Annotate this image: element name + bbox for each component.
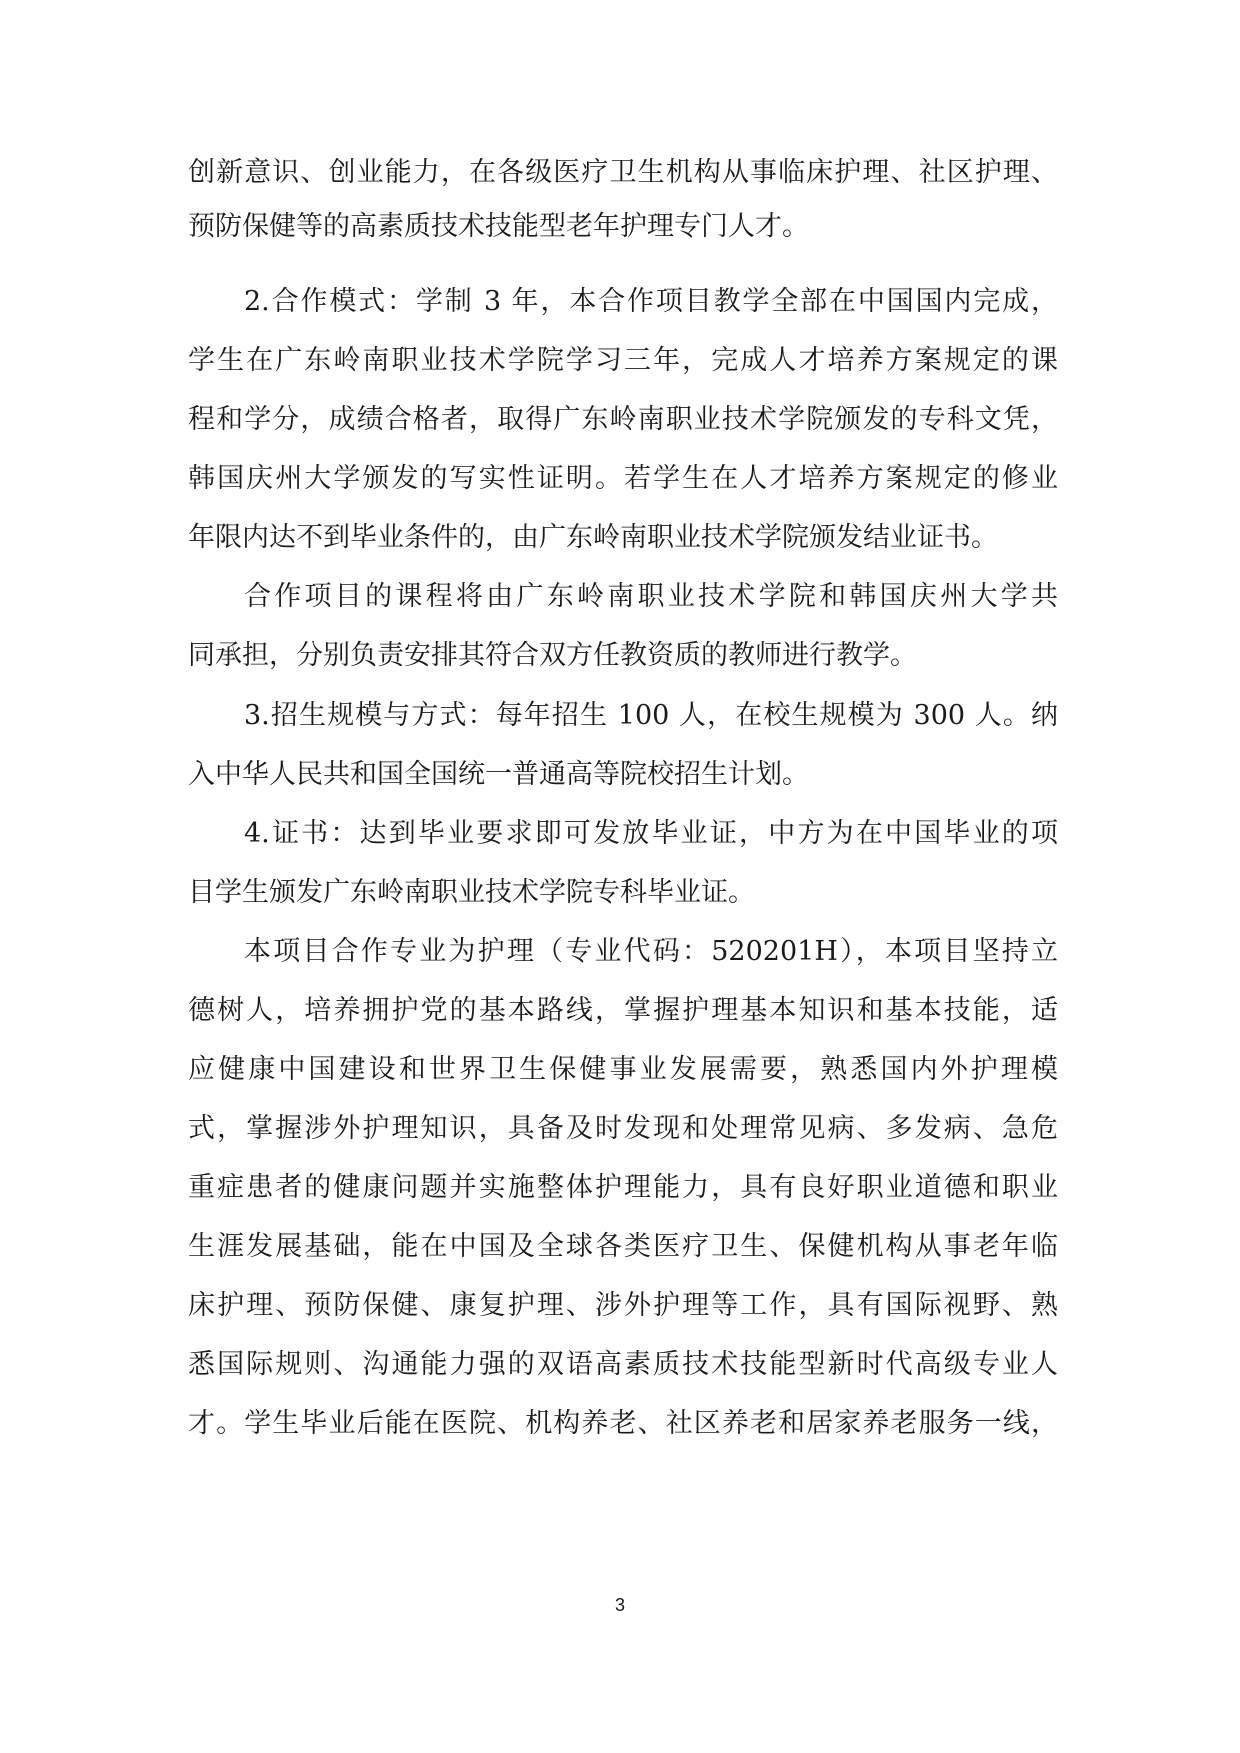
body-text-line: 程和学分，成绩合格者，取得广东岭南职业技术学院颁发的专科文凭， [188, 404, 1058, 435]
body-text-line: 同承担，分别负责安排其符合双方任教资质的教师进行教学。 [188, 640, 917, 671]
paragraph-start-line: 4.证书：达到毕业要求即可发放毕业证，中方为在中国毕业的项 [244, 818, 1058, 849]
body-text-line: 目学生颁发广东岭南职业技术学院专科毕业证。 [188, 877, 755, 908]
body-text-line: 床护理、预防保健、康复护理、涉外护理等工作，具有国际视野、熟 [188, 1290, 1058, 1321]
paragraph-start-line: 本项目合作专业为护理（专业代码：520201H），本项目坚持立 [244, 936, 1058, 967]
body-text-line: 德树人，培养拥护党的基本路线，掌握护理基本知识和基本技能，适 [188, 995, 1058, 1026]
paragraph-start-line: 3.招生规模与方式：每年招生 100 人，在校生规模为 300 人。纳 [244, 700, 1058, 731]
body-text-line: 预防保健等的高素质技术技能型老年护理专门人才。 [188, 211, 809, 242]
body-text-line: 创新意识、创业能力，在各级医疗卫生机构从事临床护理、社区护理、 [188, 157, 1058, 188]
paragraph-start-line: 合作项目的课程将由广东岭南职业技术学院和韩国庆州大学共 [244, 581, 1058, 612]
body-text-line: 重症患者的健康问题并实施整体护理能力，具有良好职业道德和职业 [188, 1172, 1058, 1203]
body-text-line: 学生在广东岭南职业技术学院学习三年，完成人才培养方案规定的课 [188, 345, 1058, 376]
body-text-line: 才。学生毕业后能在医院、机构养老、社区养老和居家养老服务一线， [188, 1408, 1058, 1439]
body-text-line: 韩国庆州大学颁发的写实性证明。若学生在人才培养方案规定的修业 [188, 463, 1058, 494]
body-text-line: 式，掌握涉外护理知识，具备及时发现和处理常见病、多发病、急危 [188, 1113, 1058, 1144]
body-text-line: 悉国际规则、沟通能力强的双语高素质技术技能型新时代高级专业人 [188, 1349, 1058, 1380]
body-text-line: 应健康中国建设和世界卫生保健事业发展需要，熟悉国内外护理模 [188, 1054, 1058, 1085]
body-text-line: 年限内达不到毕业条件的，由广东岭南职业技术学院颁发结业证书。 [188, 522, 998, 553]
paragraph-start-line: 2.合作模式：学制 3 年，本合作项目教学全部在中国国内完成， [244, 286, 1058, 317]
body-text-line: 入中华人民共和国全国统一普通高等院校招生计划。 [188, 759, 809, 790]
page-number: 3 [614, 1595, 625, 1615]
body-text-line: 生涯发展基础，能在中国及全球各类医疗卫生、保健机构从事老年临 [188, 1231, 1058, 1262]
